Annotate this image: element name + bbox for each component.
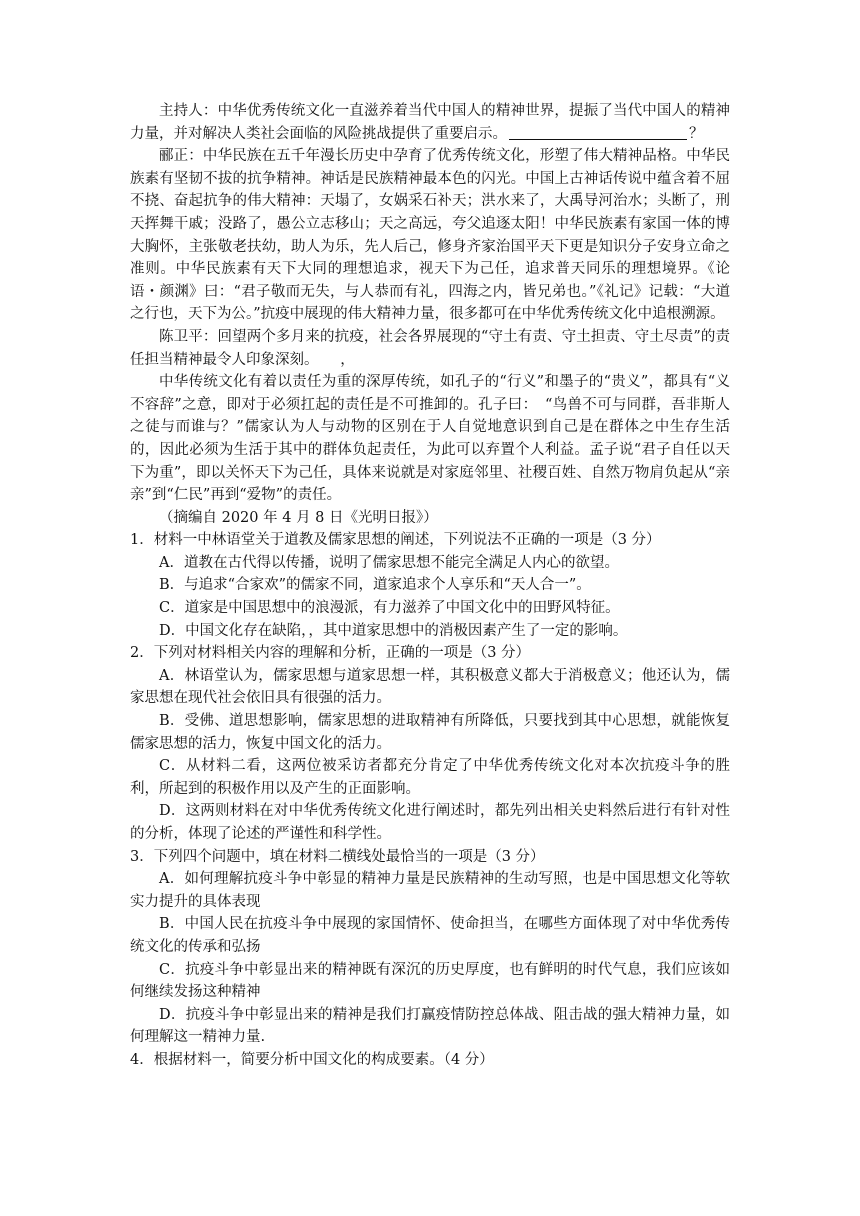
answer-blank-line — [509, 125, 687, 140]
question-1-option-b: B．与追求“合家欢”的儒家不同，道家追求个人享乐和“天人合一”。 — [159, 577, 591, 594]
question-1-option-d: D．中国文化存在缺陷，，其中道家思想中的消极因素产生了一定的影响。 — [159, 622, 628, 639]
question-2-option-b: B．受佛、道思想影响，儒家思想的进取精神有所降低，只要找到其中心思想，就能恢复儒家思想的活力，恢复中国文化的活力。 — [130, 713, 730, 752]
li-zheng-paragraph: 郦正：中华民族在五千年漫长历史中孕育了优秀传统文化，形塑了伟大精神品格。中华民族素有坚韧不拔的抗争精神。神话是民族精神最本色的闪光。中国上古神话传说中蕴含着不屈不挠、奋起抗争的伟大精神：天塌了，女娲采石补天；洪水来了，大禹导河治水；头断了，刑天挥舞干戚；没路了，愚公立志移山；天之高远，夸父追逐太阳！中华民族素有家国一体的博大胸怀，主张敬老扶幼，助人为乐，先人后己，修身齐家治国平天下更是知识分子安身立命之准则。中华民族素有天下大同的理想追求，视天下为己任，追求普天同乐的理想境界。《论语・颜渊》曰：“君子敬而无失，与人恭而有礼，四海之内，皆兄弟也。”《礼记》记载：“大道之行也，天下为公。”抗疫中展现的伟大精神力量，很多都可在中华优秀传统文化中追根溯源。 — [130, 148, 730, 323]
question-3-option-d: D．抗疫斗争中彰显出来的精神是我们打赢疫情防控总体战、阻击战的强大精神力量，如何理解这一精神力量. — [130, 1006, 730, 1046]
question-2-option-a: A．林语堂认为，儒家思想与道家思想一样，其积极意义都大于消极意义；他还认为，儒家思想在现代社会依旧具有很强的活力。 — [130, 667, 730, 707]
question-1-option-c: C．道家是中国思想中的浪漫派，有力滋养了中国文化中的田野风特征。 — [159, 600, 620, 617]
question-3-option-b: B．中国人民在抗疫斗争中展现的家国情怀、使命担当，在哪些方面体现了对中华优秀传统文化的传承和弘扬 — [130, 916, 730, 955]
question-3-option-c: C．抗疫斗争中彰显出来的精神既有深沉的历史厚度，也有鲜明的时代气息，我们应该如何继续发扬这种精神 — [130, 961, 730, 1001]
host-question-mark: ？ — [689, 125, 704, 142]
question-1-option-a: A．道教在古代得以传播，说明了儒家思想不能完全满足人内心的欲望。 — [159, 554, 619, 571]
question-2-option-d: D．这两则材料在对中华优秀传统文化进行阐述时，都先列出相关史料然后进行有针对性的分析，体现了论述的严谨性和科学性。 — [130, 803, 730, 842]
document-page — [130, 100, 730, 1072]
host-text: 主持人：中华优秀传统文化一直滋养着当代中国人的精神世界，提振了当代中国人的精神力量，并对解决人类社会面临的风险挑战提供了重要启示。 — [130, 103, 730, 142]
source-citation: （摘编自 2020 年 4 月 8 日《光明日报》） — [159, 509, 438, 526]
tradition-paragraph: 中华传统文化有着以责任为重的深厚传统，如孔子的“行义”和墨子的“贵义”，都具有“义不容辞”之意，即对于必须扛起的责任是不可推卸的。孔子曰： “鸟兽不可与同群，吾非斯人之徒与而谁与？”儒家认为人与动物的区别在于人自觉地意识到自己是在群体之中生存生活的，因此必须为生活于其中的群体负起责任，为此可以弃置个人利益。孟子说“君子自任以天下为重”，即以关怀天下为己任，具体来说就是对家庭邻里、社稷百姓、自然万物肩负起从“亲亲”到“仁民”再到“爱物”的责任。 — [130, 374, 730, 504]
question-3-option-a: A．如何理解抗疫斗争中彰显的精神力量是民族精神的生动写照，也是中国思想文化等软实力提升的具体表现 — [130, 871, 730, 910]
question-3-stem: 3．下列四个问题中，填在材料二横线处最恰当的一项是（3 分） — [130, 848, 545, 865]
question-2-option-c: C．从材料二看，这两位被采访者都充分肯定了中华优秀传统文化对本次抗疫斗争的胜利，所起到的积极作用以及产生的正面影响。 — [130, 758, 730, 797]
question-2-stem: 2．下列对材料相关内容的理解和分析，正确的一项是（3 分） — [130, 645, 531, 662]
host-paragraph — [130, 100, 730, 145]
question-4-stem: 4．根据材料一，简要分析中国文化的构成要素。（4 分） — [130, 1051, 494, 1068]
question-1-stem: 1．材料一中林语堂关于道教及儒家思想的阐述，下列说法不正确的一项是（3 分） — [130, 532, 661, 549]
chen-weiping-paragraph: 陈卫平：回望两个多月来的抗疫，社会各界展现的“守土有责、守土担责、守土尽责”的责任担当精神最令人印象深刻。 ， — [130, 328, 730, 368]
